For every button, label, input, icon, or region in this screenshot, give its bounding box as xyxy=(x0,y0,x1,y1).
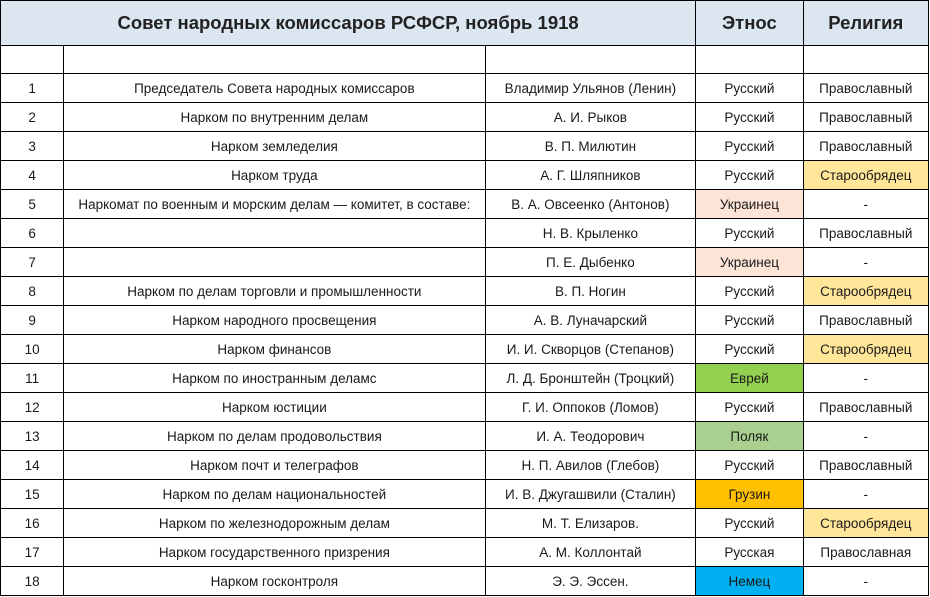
row-number-cell[interactable]: 16 xyxy=(1,509,64,538)
post-cell[interactable]: Нарком по делам национальностей xyxy=(64,480,485,509)
name-cell[interactable]: П. Е. Дыбенко xyxy=(485,248,696,277)
row-number-cell[interactable]: 14 xyxy=(1,451,64,480)
name-cell[interactable]: Э. Э. Эссен. xyxy=(485,567,696,596)
header-row xyxy=(1,1,929,46)
row-number-cell[interactable]: 8 xyxy=(1,277,64,306)
table-row xyxy=(1,161,929,190)
row-number-cell[interactable]: 7 xyxy=(1,248,64,277)
religion-cell[interactable]: - xyxy=(803,567,928,596)
religion-cell[interactable]: Православный xyxy=(803,306,928,335)
table-row xyxy=(1,306,929,335)
post-cell[interactable]: Нарком юстиции xyxy=(64,393,485,422)
post-cell[interactable]: Нарком государственного призрения xyxy=(64,538,485,567)
row-number-cell[interactable]: 15 xyxy=(1,480,64,509)
post-cell[interactable]: Нарком народного просвещения xyxy=(64,306,485,335)
table-row xyxy=(1,219,929,248)
name-cell[interactable]: И. А. Теодорович xyxy=(485,422,696,451)
religion-cell[interactable]: Православный xyxy=(803,451,928,480)
table-title[interactable]: Совет народных комиссаров РСФСР, ноябрь 1918 xyxy=(1,1,696,46)
table-row xyxy=(1,364,929,393)
table-row xyxy=(1,190,929,219)
post-cell[interactable]: Нарком по внутренним делам xyxy=(64,103,485,132)
table-row xyxy=(1,248,929,277)
ethnicity-cell[interactable]: Украинец xyxy=(696,190,803,219)
ethnicity-cell[interactable]: Русский xyxy=(696,161,803,190)
post-cell[interactable] xyxy=(64,248,485,277)
empty-cell[interactable] xyxy=(64,46,485,74)
ethnicity-cell[interactable]: Русская xyxy=(696,538,803,567)
post-cell[interactable] xyxy=(64,219,485,248)
ethnicity-header[interactable]: Этнос xyxy=(696,1,803,46)
post-cell[interactable]: Нарком госконтроля xyxy=(64,567,485,596)
name-cell[interactable]: А. Г. Шляпников xyxy=(485,161,696,190)
ethnicity-cell[interactable]: Русский xyxy=(696,277,803,306)
name-cell[interactable]: И. И. Скворцов (Степанов) xyxy=(485,335,696,364)
ethnicity-cell[interactable]: Русский xyxy=(696,393,803,422)
post-cell[interactable]: Нарком труда xyxy=(64,161,485,190)
table-row xyxy=(1,567,929,596)
table-row xyxy=(1,480,929,509)
name-cell[interactable]: Н. П. Авилов (Глебов) xyxy=(485,451,696,480)
religion-cell[interactable]: Православный xyxy=(803,219,928,248)
post-cell[interactable]: Нарком финансов xyxy=(64,335,485,364)
post-cell[interactable]: Председатель Совета народных комиссаров xyxy=(64,74,485,103)
religion-cell[interactable]: Старообрядец xyxy=(803,277,928,306)
ethnicity-cell[interactable]: Русский xyxy=(696,306,803,335)
ethnicity-cell[interactable]: Грузин xyxy=(696,480,803,509)
ethnicity-cell[interactable]: Поляк xyxy=(696,422,803,451)
empty-row xyxy=(1,46,929,74)
religion-header[interactable]: Религия xyxy=(803,1,928,46)
table-body xyxy=(1,46,929,596)
religion-cell[interactable]: Православный xyxy=(803,74,928,103)
table-row xyxy=(1,335,929,364)
empty-cell[interactable] xyxy=(696,46,803,74)
post-cell[interactable]: Нарком почт и телеграфов xyxy=(64,451,485,480)
ethnicity-cell[interactable]: Украинец xyxy=(696,248,803,277)
religion-cell[interactable]: Православный xyxy=(803,103,928,132)
row-number-cell[interactable]: 6 xyxy=(1,219,64,248)
name-cell[interactable]: Владимир Ульянов (Ленин) xyxy=(485,74,696,103)
ethnicity-cell[interactable]: Русский xyxy=(696,219,803,248)
row-number-cell[interactable]: 1 xyxy=(1,74,64,103)
ethnicity-cell[interactable]: Русский xyxy=(696,103,803,132)
ethnicity-cell[interactable]: Немец xyxy=(696,567,803,596)
table-row xyxy=(1,422,929,451)
religion-cell[interactable]: Старообрядец xyxy=(803,161,928,190)
name-cell[interactable]: В. П. Ногин xyxy=(485,277,696,306)
empty-cell[interactable] xyxy=(1,46,64,74)
ethnicity-cell[interactable]: Русский xyxy=(696,451,803,480)
post-cell[interactable]: Нарком по иностранным деламс xyxy=(64,364,485,393)
ethnicity-cell[interactable]: Русский xyxy=(696,74,803,103)
religion-cell[interactable]: - xyxy=(803,248,928,277)
religion-cell[interactable]: Старообрядец xyxy=(803,509,928,538)
row-number-cell[interactable]: 12 xyxy=(1,393,64,422)
table-row xyxy=(1,393,929,422)
post-cell[interactable]: Наркомат по военным и морским делам — комитет, в составе: xyxy=(64,190,485,219)
religion-cell[interactable]: Православный xyxy=(803,393,928,422)
row-number-cell[interactable]: 5 xyxy=(1,190,64,219)
name-cell[interactable]: И. В. Джугашвили (Сталин) xyxy=(485,480,696,509)
religion-cell[interactable]: Православная xyxy=(803,538,928,567)
row-number-cell[interactable]: 3 xyxy=(1,132,64,161)
row-number-cell[interactable]: 2 xyxy=(1,103,64,132)
row-number-cell[interactable]: 9 xyxy=(1,306,64,335)
post-cell[interactable]: Нарком по делам продовольствия xyxy=(64,422,485,451)
empty-cell[interactable] xyxy=(485,46,696,74)
post-cell[interactable]: Нарком земледелия xyxy=(64,132,485,161)
name-cell[interactable]: А. И. Рыков xyxy=(485,103,696,132)
religion-cell[interactable]: - xyxy=(803,190,928,219)
name-cell[interactable]: В. А. Овсеенко (Антонов) xyxy=(485,190,696,219)
row-number-cell[interactable]: 11 xyxy=(1,364,64,393)
religion-cell[interactable]: - xyxy=(803,364,928,393)
table-row xyxy=(1,538,929,567)
name-cell[interactable]: Н. В. Крыленко xyxy=(485,219,696,248)
ethnicity-cell[interactable]: Русский xyxy=(696,335,803,364)
table-row xyxy=(1,132,929,161)
table-row xyxy=(1,74,929,103)
religion-cell[interactable]: Православный xyxy=(803,132,928,161)
ethnicity-cell[interactable]: Русский xyxy=(696,132,803,161)
post-cell[interactable]: Нарком по железнодорожным делам xyxy=(64,509,485,538)
name-cell[interactable]: М. Т. Елизаров. xyxy=(485,509,696,538)
ethnicity-cell[interactable]: Русский xyxy=(696,509,803,538)
table-row xyxy=(1,277,929,306)
ethnicity-cell[interactable]: Еврей xyxy=(696,364,803,393)
row-number-cell[interactable]: 17 xyxy=(1,538,64,567)
row-number-cell[interactable]: 18 xyxy=(1,567,64,596)
table-row xyxy=(1,509,929,538)
name-cell[interactable]: Г. И. Оппоков (Ломов) xyxy=(485,393,696,422)
name-cell[interactable]: А. М. Коллонтай xyxy=(485,538,696,567)
religion-cell[interactable]: - xyxy=(803,422,928,451)
empty-cell[interactable] xyxy=(803,46,928,74)
row-number-cell[interactable]: 4 xyxy=(1,161,64,190)
religion-cell[interactable]: Старообрядец xyxy=(803,335,928,364)
name-cell[interactable]: В. П. Милютин xyxy=(485,132,696,161)
row-number-cell[interactable]: 10 xyxy=(1,335,64,364)
name-cell[interactable]: Л. Д. Бронштейн (Троцкий) xyxy=(485,364,696,393)
post-cell[interactable]: Нарком по делам торговли и промышленности xyxy=(64,277,485,306)
row-number-cell[interactable]: 13 xyxy=(1,422,64,451)
religion-cell[interactable]: - xyxy=(803,480,928,509)
table-row xyxy=(1,103,929,132)
name-cell[interactable]: А. В. Луначарский xyxy=(485,306,696,335)
table-row xyxy=(1,451,929,480)
